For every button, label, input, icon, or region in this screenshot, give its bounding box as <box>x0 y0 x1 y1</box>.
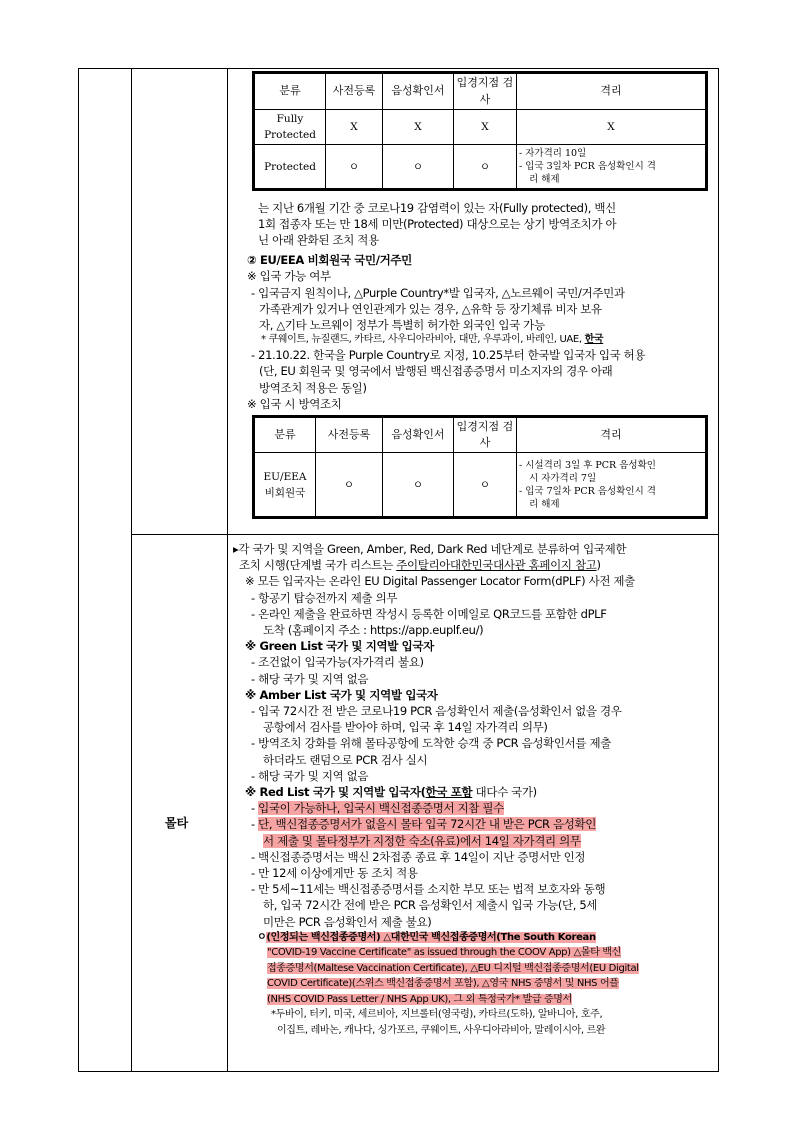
subsection-title: ※ Green List 국가 및 지역발 입국자 <box>245 639 434 654</box>
text-line: 도착 (홈페이지 주소 : https://app.euplf.eu/) <box>263 623 484 638</box>
text-line: - 입국이 가능하나, 입국시 백신접종증명서 지참 필수 <box>251 801 504 816</box>
text-line: - 입국금지 원칙이나, △Purple Country*발 입국자, △노르웨이 국민/거주민과 <box>251 285 625 300</box>
cell-line: - 입국 3일차 PCR 음성확인시 격 <box>519 161 656 173</box>
table-header: 음성확인서 <box>383 418 454 453</box>
row-divider <box>131 534 718 535</box>
text-line: - 만 12세 이상에게만 동 조치 적용 <box>251 866 418 881</box>
highlighted-text: 서 제출 및 몰타정부가 지정한 숙소(유료)에서 14일 자가격리 의무 <box>263 833 581 848</box>
text-line: 가족관계가 있거나 연인관계가 있는 경우, △유학 등 장기체류 비자 보유 <box>259 301 602 316</box>
text-line <box>257 945 717 961</box>
text-line: 자, △기타 노르웨이 정부가 특별히 허가한 외국인 입국 가능 <box>259 318 545 333</box>
highlighted-text: 단, 백신접종증명서가 없을시 몰타 입국 72시간 내 받은 PCR 음성확인 <box>258 817 596 832</box>
table-cell: Protected <box>255 145 326 189</box>
text-line <box>257 992 717 1008</box>
table-cell: Fully Protected <box>255 110 326 145</box>
column-divider <box>227 69 228 1071</box>
cell-line: - 시설격리 3일 후 PCR 음성확인 <box>519 459 656 471</box>
subsection-title: ※ 입국 가능 여부 <box>247 269 331 284</box>
text-line: 닌 아래 완화된 조치 적용 <box>258 233 379 248</box>
text-line: - 해당 국가 및 지역 없음 <box>251 768 369 783</box>
cell-line: 리 해제 <box>529 174 560 186</box>
table-header: 음성확인서 <box>383 74 454 110</box>
text-line <box>257 976 717 992</box>
highlighted-text: "COVID-19 Vaccine Certificate" as issued through the COOV App) △몰타 백신 <box>267 947 621 959</box>
text-line: - 21.10.22. 한국을 Purple Country로 지정, 10.25부터 한국발 입국자 입국 허용 <box>251 348 646 363</box>
section-title: ② EU/EEA 비회원국 국민/거주민 <box>247 253 412 268</box>
text-line <box>233 557 717 573</box>
quarantine-table <box>252 415 708 519</box>
table-cell: ㅇ <box>454 145 517 189</box>
cell-line: 리 해제 <box>529 498 560 510</box>
table-header: 입경지점 검사 <box>454 74 517 110</box>
highlighted-text: 입국이 가능하나, 입국시 백신접종증명서 지참 필수 <box>258 801 504 816</box>
table-cell <box>517 453 706 517</box>
text-line: - 해당 국가 및 지역 없음 <box>251 671 369 686</box>
table-cell: ㅇ <box>383 453 454 517</box>
table-header: 격리 <box>517 74 706 110</box>
highlighted-text: COVID Certificate)(스위스 백신접종증명서 포함), △영국 NHS 증명서 및 NHS 어플 <box>267 978 619 990</box>
text-line: - 항공기 탑승전까지 제출 의무 <box>251 590 398 605</box>
table-cell: X <box>326 110 383 145</box>
text-line: ▸각 국가 및 지역을 Green, Amber, Red, Dark Red 네단계로 분류하여 입국제한 <box>233 542 627 556</box>
protection-table <box>252 71 708 191</box>
table-header: 사전등록 <box>326 74 383 110</box>
table-header: 격리 <box>517 418 706 453</box>
text-line: - 온라인 제출을 완료하면 작성시 등록한 이메일로 QR코드를 포함한 dPLF <box>251 606 607 621</box>
intro-end: ) <box>596 558 601 573</box>
table-header: 분류 <box>255 74 326 110</box>
table-cell: X <box>383 110 454 145</box>
table-header: 분류 <box>255 418 316 453</box>
document-table <box>78 68 719 1072</box>
table-cell: EU/EEA 비회원국 <box>255 453 316 517</box>
highlighted-text: (인정되는 백신접종증명서) △대한민국 백신접종증명서(The South Korean <box>266 931 596 943</box>
text-line: 는 지난 6개월 기간 중 코로나19 감염력이 있는 자(Fully protected), 백신 <box>258 200 616 215</box>
text-line: 1회 접종자 또는 만 18세 미만(Protected) 대상으로는 상기 방역조치가 아 <box>258 216 617 231</box>
subsection-title: ※ 입국 시 방역조치 <box>247 396 342 411</box>
cell-line: - 입국 7일차 PCR 음성확인시 격 <box>519 485 656 497</box>
table-cell: ㅇ <box>383 145 454 189</box>
text-line: (단, EU 회원국 및 영국에서 발행된 백신접종증명서 미소지자의 경우 아래 <box>259 364 613 379</box>
table-cell: X <box>454 110 517 145</box>
column-divider <box>131 69 132 1071</box>
korea-highlight: 한국 <box>584 334 604 346</box>
text-line: 공항에서 검사를 받아야 하며, 입국 후 14일 자가격리 의무) <box>263 720 548 735</box>
subsection-title <box>233 784 717 800</box>
malta-section <box>233 541 717 1038</box>
korea-highlight: 한국 포함 <box>425 785 473 800</box>
text-line: - 만 5세~11세는 백신접종증명서를 소지한 부모 또는 법적 보호자와 동행 <box>251 882 606 897</box>
text-line: - 방역조치 강화를 위해 몰타공항에 도착한 승객 중 PCR 음성확인서를 제출 <box>251 736 612 751</box>
table-cell: ㅇ <box>326 145 383 189</box>
red-title: ※ Red List 국가 및 지역발 입국자( <box>245 785 426 800</box>
text-line: 미만은 PCR 음성확인서 제출 불요) <box>263 914 432 929</box>
text-line: 하더라도 랜덤으로 PCR 검사 실시 <box>263 752 428 767</box>
vaccine-cert-block <box>233 930 717 1039</box>
footnote: 이집트, 레바논, 캐나다, 싱가포르, 쿠웨이트, 사우디아라비아, 말레이시아, 르완 <box>277 1024 606 1036</box>
table-header: 사전등록 <box>316 418 383 453</box>
highlighted-text: (NHS COVID Pass Letter / NHS App UK), 그 외 특정국가* 발급 증명서 <box>267 993 572 1005</box>
text-line <box>233 833 717 849</box>
text-line: - 백신접종증명서는 백신 2차접종 종료 후 14일이 지난 증명서만 인정 <box>251 849 586 864</box>
text-line <box>257 930 717 946</box>
table-cell: X <box>517 110 706 145</box>
footnote <box>237 333 715 347</box>
subsection-title: ※ 모든 입국자는 온라인 EU Digital Passenger Locator Form(dPLF) 사전 제출 <box>245 574 635 589</box>
table-cell: ㅇ <box>454 453 517 517</box>
embassy-link[interactable]: 주이탈리아대한민국대사관 홈페이지 참고 <box>396 558 597 573</box>
subsection-title: ※ Amber List 국가 및 지역발 입국자 <box>245 687 438 702</box>
country-label: 몰타 <box>165 816 189 830</box>
text-line: - 단, 백신접종증명서가 없을시 몰타 입국 72시간 내 받은 PCR 음성확인 <box>251 817 596 832</box>
table-header: 입경지점 검사 <box>454 418 517 453</box>
text-line <box>257 961 717 977</box>
red-title-end: 대다수 국가) <box>472 785 537 800</box>
table-cell: ㅇ <box>316 453 383 517</box>
footnote-text: * 쿠웨이트, 뉴질랜드, 카타르, 사우디아라비아, 대만, 우루과이, 바레인, UAE, <box>261 334 582 346</box>
bullet: ㅇ <box>257 931 267 943</box>
text-line: - 조건없이 입국가능(자가격리 불요) <box>251 655 424 670</box>
text-line: - 입국 72시간 전 받은 코로나19 PCR 음성확인서 제출(음성확인서 없을 경우 <box>251 704 622 719</box>
text-line: 방역조치 적용은 동일) <box>259 380 367 395</box>
footnote: *두바이, 터키, 미국, 세르비아, 지브롤터(영국령), 카타르(도하), 알바니아, 호주, <box>271 1009 603 1021</box>
norway-section <box>237 71 715 524</box>
text-line: 하, 입국 72시간 전에 받은 PCR 음성확인서 제출시 입국 가능(단, 5세 <box>263 898 598 913</box>
table-cell <box>517 145 706 189</box>
paragraph <box>237 200 715 249</box>
cell-line: - 자가격리 10일 <box>519 148 587 160</box>
cell-line: 시 자가격리 7일 <box>529 472 597 484</box>
intro-text: 조치 시행(단계별 국가 리스트는 <box>239 558 393 573</box>
highlighted-text: 접종증명서(Maltese Vaccination Certificate), △EU 디지털 백신접종증명서(EU Digital <box>267 962 639 974</box>
